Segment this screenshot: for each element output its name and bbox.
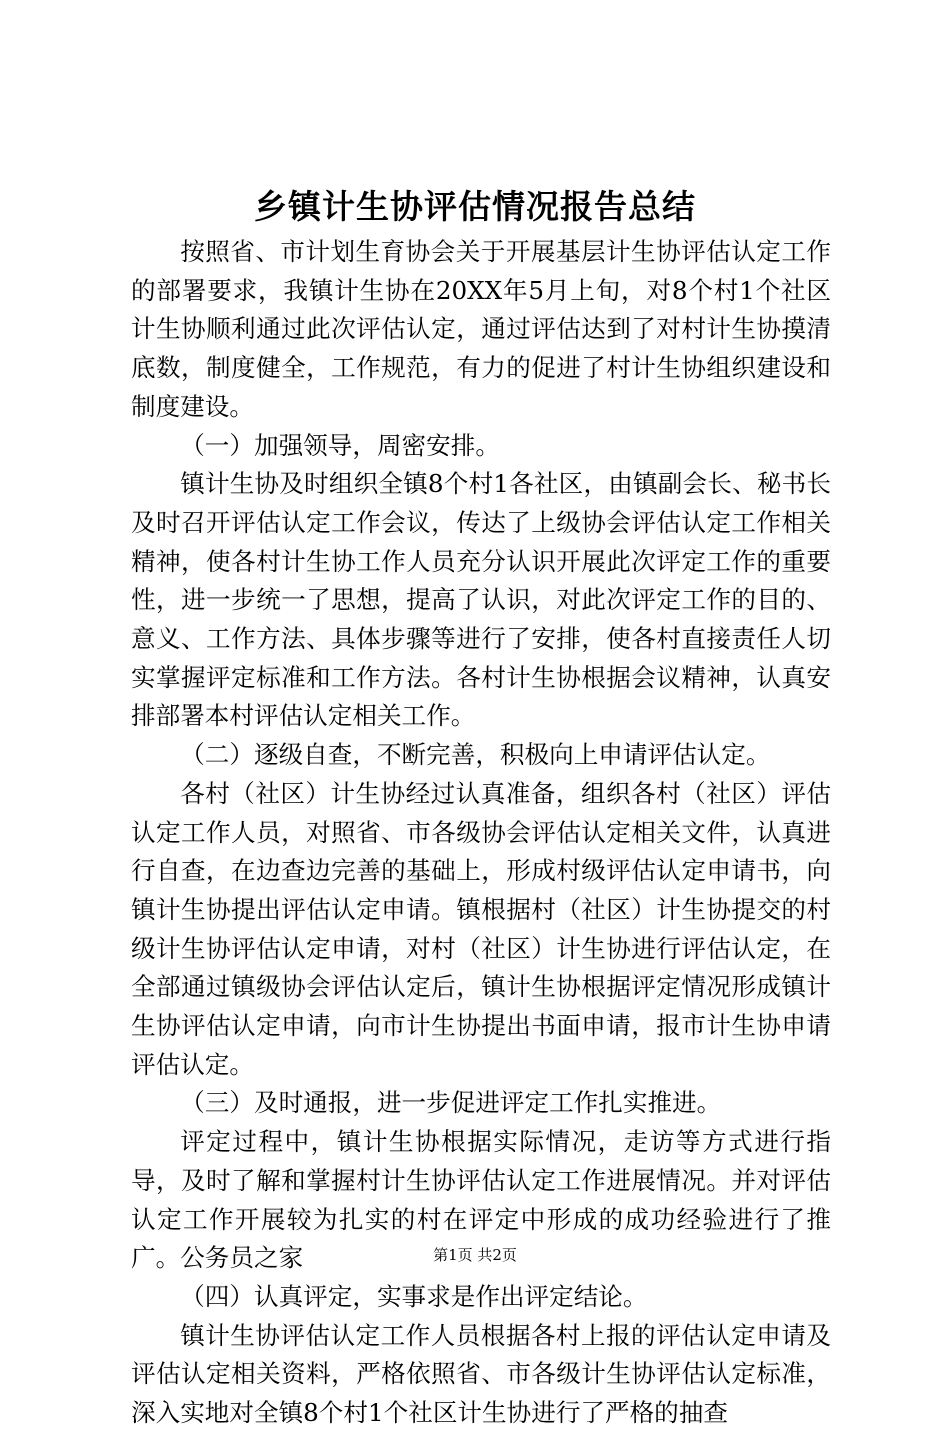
section-heading-1: （一）加强领导，周密安排。	[180, 430, 500, 460]
document-title: 乡镇计生协评估情况报告总结	[254, 187, 696, 226]
section-heading-3: （三）及时通报，进一步促进评定工作扎实推进。	[180, 1088, 722, 1118]
paragraph-section-1: 镇计生协及时组织全镇8个村1各社区，由镇副会长、秘书长及时召开评估认定工作会议，传达了上级协会评估认定工作相关精神，使各村计生协工作人员充分认识开展此次评定工作的重要性，进一步统一了思想，提高了认识，对此次评定工作的目的、意义、工作方法、具体步骤等进行了安排，使各村直接责任人切实掌握评定标准和工作方法。各村计生协根据会议精神，认真安排部署本村评估认定相关工作。	[131, 469, 831, 731]
page-number-footer: 第1页 共2页	[433, 1246, 517, 1264]
paragraph-section-2: 各村（社区）计生协经过认真准备，组织各村（社区）评估认定工作人员，对照省、市各级协会评估认定相关文件，认真进行自查，在边查边完善的基础上，形成村级评估认定申请书，向镇计生协提出评估认定申请。镇根据村（社区）计生协提交的村级计生协评估认定申请，对村（社区）计生协进行评估认定，在全部通过镇级协会评估认定后，镇计生协根据评定情况形成镇计生协评估认定申请，向市计生协提出书面申请，报市计生协申请评估认定。	[131, 778, 831, 1079]
paragraph-intro: 按照省、市计划生育协会关于开展基层计生协评估认定工作的部署要求，我镇计生协在20XX年5月上旬，对8个村1个社区计生协顺利通过此次评估认定，通过评估达到了对村计生协摸清底数，制度健全，工作规范，有力的促进了村计生协组织建设和制度建设。	[131, 237, 831, 421]
paragraph-section-4: 镇计生协评估认定工作人员根据各村上报的评估认定申请及评估认定相关资料，严格依照省、市各级计生协评估认定标准，深入实地对全镇8个村1个社区计生协进行了严格的抽查	[131, 1320, 831, 1428]
section-heading-4: （四）认真评定，实事求是作出评定结论。	[180, 1281, 648, 1311]
section-heading-2: （二）逐级自查，不断完善，积极向上申请评估认定。	[180, 740, 771, 770]
paragraph-section-3: 评定过程中，镇计生协根据实际情况，走访等方式进行指导，及时了解和掌握村计生协评估认定工作进展情况。并对评估认定工作开展较为扎实的村在评定中形成的成功经验进行了推广。公务员之家	[131, 1127, 831, 1273]
